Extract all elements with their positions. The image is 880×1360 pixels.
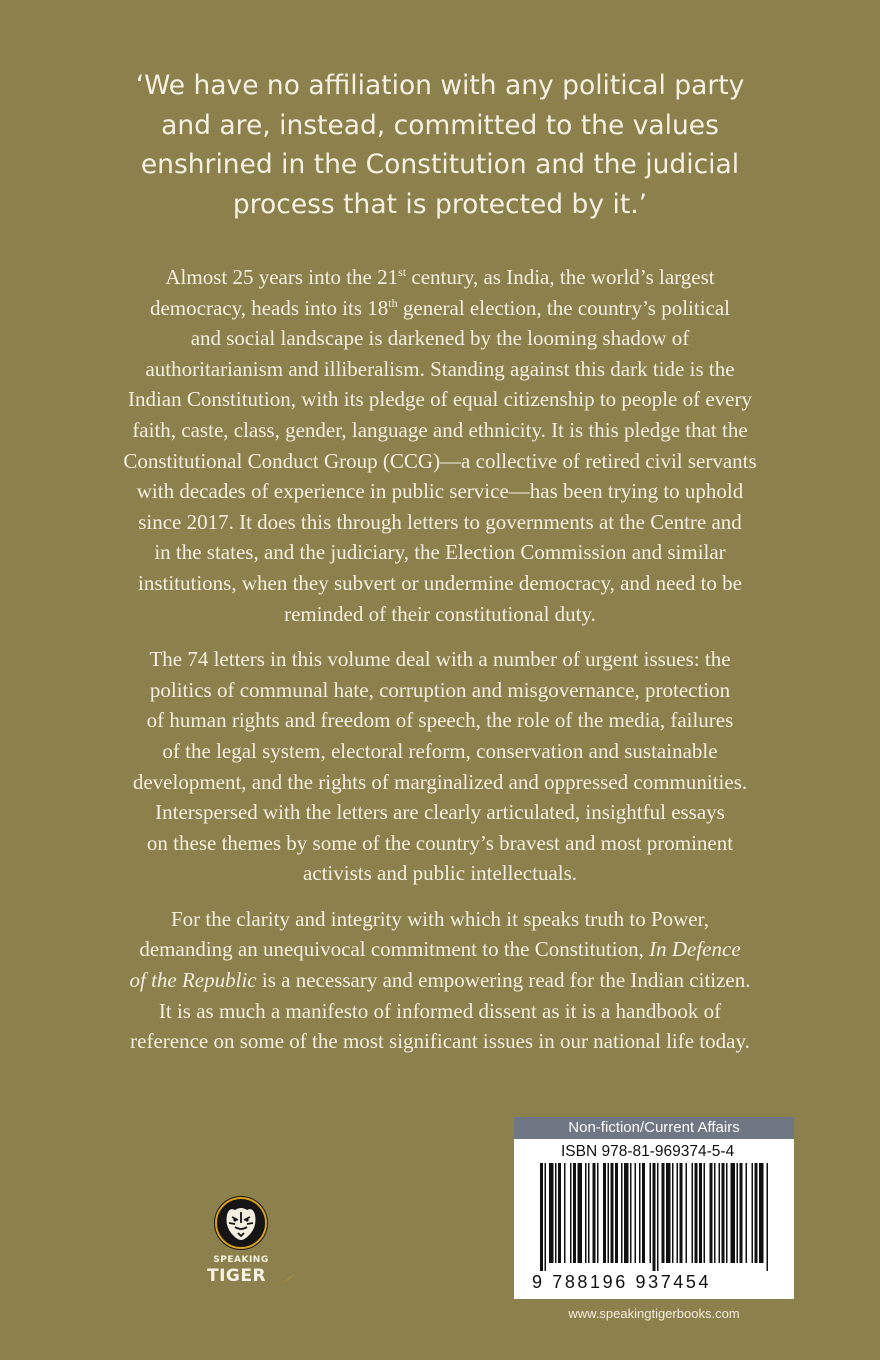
barcode-bar: [549, 1163, 554, 1263]
barcode-bar: [608, 1163, 610, 1263]
quote-line: enshrined in the Constitution and the judicial: [140, 149, 740, 180]
barcode-bar: [630, 1163, 632, 1263]
barcode-bar: [635, 1163, 637, 1263]
barcode-bar: [680, 1163, 683, 1263]
barcode-bar: [545, 1163, 547, 1271]
blurb-line: of human rights and freedom of speech, the role of the media, failures: [146, 708, 734, 733]
blurb-line: faith, caste, class, gender, language and ethnicity. It is this pledge that the: [132, 417, 748, 442]
quote-line: and are, instead, committed to the values: [161, 109, 719, 141]
logo-swoosh-icon: [264, 1270, 298, 1288]
blurb-line: and social landscape is darkened by the looming shadow of: [190, 326, 690, 351]
barcode-bar: [740, 1163, 743, 1263]
blurb-line: politics of communal hate, corruption and misgovernance, protection: [149, 677, 731, 702]
barcode-bar: [558, 1163, 561, 1263]
barcode-bar: [672, 1163, 674, 1263]
blurb-line: since 2017. It does this through letters to governments at the Centre and: [138, 509, 742, 534]
blurb-line: activists and public intellectuals.: [302, 861, 578, 886]
barcode-bar: [621, 1163, 623, 1263]
barcode-panel: [514, 1117, 794, 1299]
book-title-italic: In Defence: [649, 937, 741, 962]
barcode-bar: [746, 1163, 748, 1263]
blurb-line: Interspersed with the letters are clearly articulated, insightful essays: [155, 800, 725, 825]
blurb-paragraph-3: [70, 904, 810, 1057]
blurb-line: in the states, and the judiciary, the Election Commission and similar: [154, 540, 726, 565]
blurb-line: of the legal system, electoral reform, conservation and sustainable: [162, 738, 718, 763]
barcode-bar: [677, 1163, 679, 1263]
genre-label: Non-fiction/Current Affairs: [514, 1117, 794, 1139]
blurb-line: Constitutional Conduct Group (CCG)—a collective of retired civil servants: [123, 448, 757, 473]
publisher-website: www.speakingtigerbooks.com: [568, 1306, 740, 1321]
barcode-bar: [650, 1163, 652, 1263]
publisher-name-line2: TIGER: [207, 1266, 267, 1286]
barcode-bar: [767, 1163, 769, 1271]
barcode-bar: [603, 1163, 606, 1263]
blurb-line: authoritarianism and illiberalism. Standing against this dark tide is the: [145, 356, 735, 381]
barcode-bar: [726, 1163, 728, 1263]
barcode-bar: [662, 1163, 665, 1263]
barcode-bar: [611, 1163, 614, 1263]
barcode-bar: [666, 1163, 671, 1263]
blurb-paragraph-1: [70, 262, 810, 629]
blurb-line: on these themes by some of the country’s bravest and most prominent: [146, 830, 734, 855]
barcode-bar: [597, 1163, 599, 1263]
book-title-italic: of the Republic: [129, 968, 257, 993]
blurb-line: demanding an unequivocal commitment to the Constitution, In Defence: [139, 937, 741, 962]
publisher-name-line1: SPEAKING: [213, 1255, 269, 1265]
barcode-bar: [555, 1163, 557, 1263]
blurb-paragraph-2: [70, 644, 810, 889]
barcode-bar: [624, 1163, 629, 1263]
barcode-bar: [578, 1163, 583, 1263]
barcode-bar: [714, 1163, 716, 1263]
blurb-line: Almost 25 years into the 21st century, as India, the world’s largest: [165, 265, 715, 289]
quote-line: process that is protected by it.’: [232, 188, 648, 220]
barcode-bar: [704, 1163, 706, 1263]
barcode-bar: [755, 1163, 758, 1263]
barcode-bars: [536, 1163, 772, 1273]
barcode-bar: [585, 1163, 587, 1263]
blurb-line: development, and the rights of marginalized and oppressed communities.: [132, 769, 748, 794]
barcode-bar: [692, 1163, 694, 1263]
barcode-bar: [759, 1163, 764, 1263]
barcode-bar: [710, 1163, 713, 1263]
blurb-line: Indian Constitution, with its pledge of equal citizenship to people of every: [127, 387, 753, 412]
barcode-bar: [737, 1163, 739, 1263]
barcode-bar: [588, 1163, 590, 1263]
blurb-line: institutions, when they subvert or undermine democracy, and need to be: [138, 570, 742, 595]
quote-line: ‘We have no affiliation with any political party: [135, 70, 745, 101]
isbn-text: ISBN 978-81-969374-5-4: [561, 1143, 735, 1160]
barcode-bar: [653, 1163, 656, 1271]
barcode-bar: [570, 1163, 572, 1263]
blurb-line: democracy, heads into its 18th general election, the country’s political: [149, 295, 731, 320]
blurb-line: reminded of their constitutional duty.: [284, 601, 596, 626]
barcode-bar: [719, 1163, 721, 1263]
blurb: [70, 262, 810, 1072]
blurb-line: of the Republic is a necessary and empowering read for the Indian citizen.: [129, 968, 751, 993]
tiger-head-icon: [205, 1193, 297, 1255]
barcode-bar: [573, 1163, 576, 1263]
barcode-bar: [540, 1163, 543, 1271]
blurb-line: with decades of experience in public service—has been trying to uphold: [136, 479, 744, 504]
barcode-bar: [657, 1163, 659, 1271]
barcode-bar: [722, 1163, 725, 1263]
barcode-bar: [639, 1163, 641, 1263]
barcode-bar: [564, 1163, 566, 1263]
barcode-bar: [731, 1163, 736, 1263]
barcode-bar: [695, 1163, 698, 1263]
blurb-line: It is as much a manifesto of informed dissent as it is a handbook of: [158, 998, 722, 1023]
blurb-line: For the clarity and integrity with which it speaks truth to Power,: [170, 906, 710, 931]
barcode-bar: [615, 1163, 618, 1263]
barcode-bar: [593, 1163, 596, 1263]
barcode-bar: [686, 1163, 688, 1263]
pull-quote: [110, 66, 770, 224]
barcode-bar: [642, 1163, 645, 1263]
barcode-bar: [699, 1163, 702, 1263]
barcode-bar: [752, 1163, 754, 1263]
barcode-digits: 9 788196 937454: [532, 1272, 712, 1292]
blurb-line: reference on some of the most significant issues in our national life today.: [130, 1029, 750, 1054]
blurb-line: The 74 letters in this volume deal with a number of urgent issues: the: [149, 647, 731, 672]
